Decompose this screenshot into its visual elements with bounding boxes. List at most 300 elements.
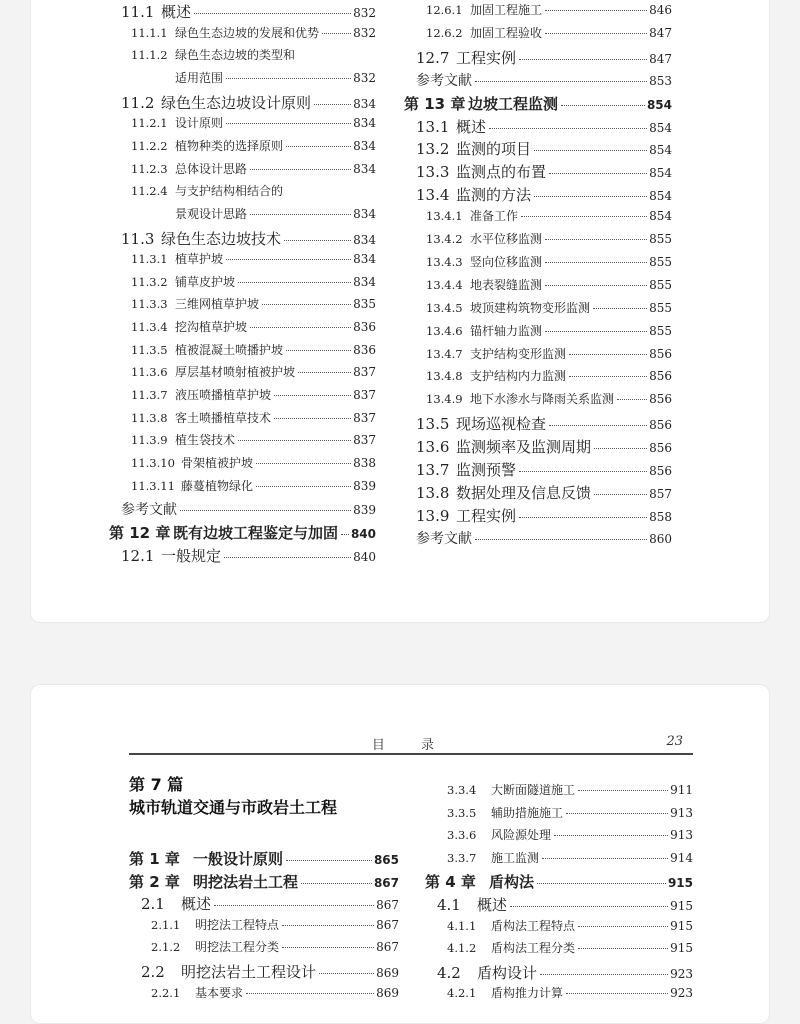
toc-dot-leader [319, 973, 374, 974]
toc-entry-number: 3.3.5 [447, 805, 477, 820]
toc-dot-leader [540, 974, 668, 975]
toc-dot-leader [519, 517, 647, 518]
toc-dot-leader [226, 259, 351, 260]
toc-dot-leader [250, 169, 351, 170]
toc-dot-leader [322, 33, 351, 34]
toc-section-entry[interactable] [416, 161, 672, 182]
toc-dot-leader [593, 308, 647, 309]
toc-dot-leader [314, 104, 351, 105]
toc-dot-leader [286, 146, 351, 147]
toc-entry-title: 植生袋技术 [175, 433, 236, 448]
toc-subsection-entry[interactable] [131, 250, 376, 267]
toc-dot-leader [561, 105, 645, 106]
toc-entry-title: 工程实例 [456, 48, 517, 67]
toc-entry-title: 辅助措施施工 [491, 805, 564, 820]
toc-dot-leader [301, 883, 372, 884]
toc-entry-title: 基本要求 [195, 985, 244, 1000]
toc-subsection-entry[interactable] [131, 46, 376, 63]
toc-entry-title: 监测点的布置 [456, 163, 547, 182]
part-label: 第 7 篇 [129, 775, 184, 794]
toc-entry-page: 839 [353, 478, 376, 493]
toc-subsection-entry[interactable] [426, 253, 672, 270]
toc-dot-leader [475, 539, 647, 540]
toc-entry-number: 3.3.7 [447, 850, 477, 865]
toc-subsection-entry[interactable] [426, 345, 672, 362]
toc-section-entry[interactable] [437, 894, 693, 915]
toc-entry-number: 13.4.7 [426, 346, 463, 361]
toc-entry-title: 监测的方法 [456, 186, 532, 205]
toc-subsection-entry[interactable] [447, 849, 693, 866]
toc-entry-title: 植物种类的选择原则 [175, 138, 284, 153]
toc-entry-title: 盾构法工程分类 [491, 941, 576, 956]
toc-entry-number: 11.1.1 [131, 25, 168, 40]
toc-subsection-entry[interactable] [151, 916, 399, 933]
toc-subsection-entry[interactable] [426, 207, 672, 224]
toc-entry-page: 867 [376, 917, 399, 932]
toc-dot-leader [578, 790, 668, 791]
toc-entry-number: 11.1.2 [131, 48, 168, 63]
toc-entry-title: 风险源处理 [491, 828, 552, 843]
toc-entry-number: 13.6 [416, 438, 450, 457]
toc-entry-title: 液压喷播植草护坡 [175, 388, 272, 403]
toc-entry-page: 915 [670, 941, 693, 956]
toc-entry-page: 837 [353, 433, 376, 448]
toc-chapter-entry[interactable] [129, 871, 399, 892]
toc-section-entry[interactable] [121, 1, 376, 22]
toc-entry-title: 一般设计原则 [193, 850, 284, 868]
toc-entry-number: 13.1 [416, 117, 450, 136]
toc-entry-title: 监测的项目 [456, 140, 532, 159]
toc-subsection-entry[interactable] [426, 390, 672, 407]
toc-dot-leader [238, 440, 351, 441]
toc-entry-title: 一般规定 [161, 546, 222, 565]
toc-dot-leader [537, 883, 666, 884]
toc-entry-number: 11.2.3 [131, 161, 168, 176]
toc-entry-page: 856 [649, 464, 672, 478]
toc-entry-page: 834 [353, 232, 376, 247]
toc-entry-title: 植被混凝土喷播护坡 [175, 342, 284, 357]
toc-entry-number: 13.4.4 [426, 277, 463, 292]
toc-entry-number: 2.1.2 [151, 940, 181, 955]
toc-entry-title: 盾构设计 [477, 963, 538, 982]
toc-dot-leader [542, 858, 668, 859]
toc-entry-title: 厚层基材喷射植被护坡 [175, 365, 296, 380]
running-head-title: 目 录 [371, 738, 451, 753]
toc-dot-leader [534, 150, 647, 151]
toc-entry-title: 景观设计思路 [175, 206, 248, 221]
toc-dot-leader [569, 354, 647, 355]
toc-entry-number: 2.2.1 [151, 985, 181, 1000]
toc-entry-number: 11.3 [121, 229, 155, 248]
toc-entry-title: 监测频率及监测周期 [456, 438, 592, 457]
toc-dot-leader [194, 13, 351, 14]
toc-entry-page: 915 [670, 899, 693, 913]
toc-section-entry[interactable] [121, 545, 376, 566]
toc-section-entry[interactable] [437, 962, 693, 983]
toc-dot-leader [545, 285, 647, 286]
toc-entry-title: 锚杆轴力监测 [470, 323, 543, 338]
toc-dot-leader [250, 214, 351, 215]
toc-entry-title: 明挖法岩土工程设计 [181, 963, 317, 981]
toc-dot-leader [545, 239, 647, 240]
toc-dot-leader [256, 486, 351, 487]
toc-entry-title: 施工监测 [491, 850, 540, 865]
toc-entry-number: 第 12 章 [109, 523, 171, 542]
toc-subsection-entry[interactable] [131, 114, 376, 131]
toc-entry-number: 13.4 [416, 186, 450, 205]
toc-entry-number: 第 4 章 [425, 873, 476, 892]
toc-page-lower [30, 684, 770, 1024]
toc-entry-number: 12.7 [416, 48, 450, 67]
toc-entry-page: 911 [670, 783, 693, 797]
toc-entry-title: 绿色生态边坡的类型和 [175, 48, 296, 63]
toc-entry-title: 加固工程施工 [470, 3, 543, 17]
toc-entry-number: 3.3.4 [447, 783, 477, 797]
toc-subsection-entry[interactable] [426, 1, 672, 18]
toc-entry-title: 水平位移监测 [470, 232, 543, 246]
toc-dot-leader [286, 860, 372, 861]
toc-entry-number: 11.3.10 [131, 456, 175, 470]
toc-entry-title: 盾构法工程特点 [491, 918, 576, 933]
toc-dot-leader [284, 240, 351, 241]
toc-entry-number: 11.3.6 [131, 365, 168, 380]
toc-entry-number: 4.2 [437, 963, 461, 982]
toc-entry-title: 总体设计思路 [175, 161, 248, 176]
toc-entry-number: 11.2.4 [131, 184, 168, 199]
toc-dot-leader [545, 10, 647, 11]
toc-subsection-entry[interactable] [447, 984, 693, 1001]
toc-entry-number: 11.3.2 [131, 274, 168, 289]
toc-entry-title: 工程实例 [456, 506, 517, 525]
toc-subsection-entry[interactable] [131, 431, 376, 448]
toc-entry-number: 11.2 [121, 93, 155, 112]
toc-entry-page: 837 [353, 410, 376, 425]
toc-entry-page: 855 [649, 323, 672, 338]
toc-subsection-entry[interactable] [131, 160, 376, 177]
toc-entry-number: 4.1.1 [447, 918, 477, 933]
toc-chapter-entry[interactable] [404, 93, 672, 114]
toc-entry-page: 854 [649, 189, 672, 204]
toc-entry-title: 现场巡视检查 [456, 415, 547, 434]
toc-entry-page: 832 [353, 70, 376, 85]
toc-entry-page: 835 [353, 297, 376, 312]
toc-entry-number: 13.4.5 [426, 300, 463, 315]
toc-section-entry[interactable] [121, 228, 376, 249]
toc-entry-page: 836 [353, 342, 376, 357]
toc-entry-page: 856 [649, 418, 672, 433]
part-title: 城市轨道交通与市政岩土工程 [129, 798, 338, 817]
toc-entry-page: 834 [353, 161, 376, 176]
toc-dot-leader [545, 262, 647, 263]
toc-entry-title: 与支护结构相结合的 [175, 184, 284, 199]
toc-entry-title: 支护结构内力监测 [470, 369, 567, 384]
toc-dot-leader [226, 78, 351, 79]
toc-dot-leader [534, 196, 647, 197]
toc-entry-title: 明挖法工程分类 [195, 940, 280, 955]
toc-entry-title: 藤蔓植物绿化 [181, 478, 254, 493]
toc-entry-number: 11.3.1 [131, 252, 168, 267]
toc-dot-leader [578, 948, 668, 949]
toc-entry-page: 854 [649, 143, 672, 158]
toc-entry-page: 834 [353, 116, 376, 131]
toc-entry-page: 837 [353, 388, 376, 403]
toc-subsection-entry[interactable] [426, 299, 672, 316]
toc-dot-leader [282, 947, 374, 948]
toc-entry-continuation[interactable] [175, 205, 376, 222]
toc-subsection-entry[interactable] [131, 363, 376, 380]
toc-entry-number: 第 2 章 [129, 872, 180, 891]
toc-section-entry[interactable] [416, 436, 672, 457]
toc-section-entry[interactable] [416, 47, 672, 68]
toc-entry-number: 13.4.3 [426, 254, 463, 269]
toc-section-entry[interactable] [416, 116, 672, 137]
toc-entry-number: 13.2 [416, 140, 450, 159]
toc-dot-leader [246, 993, 374, 994]
toc-subsection-entry[interactable] [131, 454, 376, 471]
toc-entry-number: 13.4.2 [426, 232, 463, 246]
toc-entry-page: 854 [646, 97, 672, 112]
toc-dot-leader [569, 376, 647, 377]
toc-entry-title: 大断面隧道施工 [491, 783, 576, 797]
toc-entry-number: 11.3.9 [131, 433, 168, 448]
toc-entry-title: 监测预警 [456, 461, 517, 479]
toc-entry-page: 834 [353, 206, 376, 221]
toc-entry-page: 923 [670, 986, 693, 1001]
toc-entry-number: 第 1 章 [129, 850, 180, 868]
toc-entry-number: 13.4.8 [426, 369, 463, 384]
toc-subsection-entry[interactable] [131, 341, 376, 358]
toc-entry-number: 12.6.1 [426, 3, 463, 17]
toc-entry-page: 834 [353, 274, 376, 289]
toc-entry-page: 854 [649, 166, 672, 181]
toc-entry-number: 4.1.2 [447, 941, 477, 956]
toc-entry-page: 846 [649, 3, 672, 17]
toc-section-entry[interactable] [416, 459, 672, 480]
toc-references-entry[interactable] [121, 499, 376, 519]
toc-entry-number: 13.7 [416, 461, 450, 479]
toc-entry-page: 854 [649, 209, 672, 224]
toc-subsection-entry[interactable] [151, 938, 399, 955]
toc-entry-page: 853 [649, 73, 672, 88]
toc-subsection-entry[interactable] [131, 409, 376, 426]
toc-subsection-entry[interactable] [131, 182, 376, 199]
toc-entry-number: 11.3.5 [131, 342, 168, 357]
toc-subsection-entry[interactable] [426, 24, 672, 41]
toc-entry-page: 839 [353, 503, 376, 518]
toc-entry-page: 834 [353, 96, 376, 111]
toc-section-entry[interactable] [416, 505, 672, 526]
toc-subsection-entry[interactable] [426, 322, 672, 339]
toc-entry-page: 855 [649, 300, 672, 315]
toc-dot-leader [274, 395, 351, 396]
toc-entry-title: 铺草皮护坡 [175, 274, 236, 289]
toc-subsection-entry[interactable] [131, 137, 376, 154]
toc-dot-leader [594, 448, 647, 449]
toc-entry-page: 857 [649, 486, 672, 501]
toc-subsection-entry[interactable] [447, 939, 693, 956]
toc-section-entry[interactable] [416, 482, 672, 503]
toc-entry-title: 地下水渗水与降雨关系监测 [470, 392, 615, 407]
toc-entry-number: 13.4.1 [426, 209, 463, 224]
toc-entry-title: 植草护坡 [175, 252, 224, 267]
toc-dot-leader [256, 463, 351, 464]
toc-subsection-entry[interactable] [131, 295, 376, 312]
toc-section-entry[interactable] [416, 413, 672, 434]
toc-entry-number: 13.8 [416, 483, 450, 502]
toc-entry-title: 概述 [477, 896, 508, 914]
toc-entry-title: 竖向位移监测 [470, 254, 543, 269]
toc-entry-number: 11.3.4 [131, 320, 168, 335]
toc-entry-page: 855 [649, 277, 672, 292]
toc-subsection-entry[interactable] [131, 477, 376, 494]
toc-entry-number: 4.2.1 [447, 986, 477, 1001]
toc-chapter-entry[interactable] [129, 848, 399, 869]
toc-dot-leader [214, 905, 374, 906]
toc-dot-leader [554, 835, 668, 836]
toc-entry-page: 836 [353, 320, 376, 335]
toc-entry-title: 既有边坡工程鉴定与加固 [173, 523, 339, 542]
toc-dot-leader [282, 925, 374, 926]
toc-subsection-entry[interactable] [131, 386, 376, 403]
toc-page-upper [30, 0, 770, 623]
toc-subsection-entry[interactable] [447, 917, 693, 934]
toc-entry-page: 865 [373, 853, 399, 867]
toc-entry-title: 盾构推力计算 [491, 986, 564, 1001]
toc-entry-number: 2.2 [141, 963, 165, 981]
toc-subsection-entry[interactable] [447, 781, 693, 798]
toc-entry-page: 837 [353, 365, 376, 380]
toc-entry-number: 11.3.3 [131, 297, 168, 312]
toc-entry-page: 855 [649, 232, 672, 246]
toc-dot-leader [549, 425, 647, 426]
toc-entry-number: 2.1 [141, 895, 165, 914]
toc-entry-page: 914 [670, 850, 693, 865]
toc-section-entry[interactable] [141, 961, 399, 982]
toc-dot-leader [286, 350, 351, 351]
toc-dot-leader [549, 173, 647, 174]
toc-entry-title: 坡顶建构筑物变形监测 [470, 300, 591, 315]
toc-entry-page: 832 [353, 6, 376, 20]
toc-entry-title: 设计原则 [175, 116, 224, 131]
toc-entry-page: 867 [376, 940, 399, 955]
toc-entry-title: 支护结构变形监测 [470, 346, 567, 361]
toc-entry-title: 三维网植草护坡 [175, 297, 260, 312]
toc-subsection-entry[interactable] [131, 273, 376, 290]
toc-subsection-entry[interactable] [426, 230, 672, 247]
toc-dot-leader [298, 372, 351, 373]
running-head-page-number: 23 [666, 734, 683, 749]
toc-dot-leader [519, 471, 647, 472]
toc-dot-leader [224, 557, 351, 558]
toc-subsection-entry[interactable] [426, 276, 672, 293]
toc-entry-title: 明挖法工程特点 [195, 917, 280, 932]
toc-entry-number: 13.5 [416, 415, 450, 434]
running-head [129, 731, 693, 755]
toc-entry-title: 概述 [456, 117, 487, 136]
toc-entry-number: 4.1 [437, 896, 461, 914]
toc-subsection-entry[interactable] [131, 318, 376, 335]
toc-entry-page: 838 [353, 456, 376, 470]
toc-entry-number: 11.3.8 [131, 410, 168, 425]
toc-entry-page: 913 [670, 805, 693, 820]
toc-entry-number: 13.9 [416, 506, 450, 525]
toc-dot-leader [180, 510, 351, 511]
toc-section-entry[interactable] [416, 138, 672, 159]
toc-entry-page: 860 [649, 531, 672, 546]
toc-entry-page: 834 [353, 138, 376, 153]
toc-entry-title: 数据处理及信息反馈 [456, 483, 592, 502]
toc-dot-leader [545, 331, 647, 332]
toc-section-entry[interactable] [121, 92, 376, 113]
toc-chapter-entry[interactable] [109, 522, 376, 543]
toc-entry-page: 832 [353, 25, 376, 40]
toc-chapter-entry[interactable] [425, 871, 693, 892]
toc-entry-page: 867 [376, 898, 399, 913]
toc-subsection-entry[interactable] [447, 826, 693, 843]
toc-entry-number: 13.3 [416, 163, 450, 182]
toc-entry-title: 适用范围 [175, 70, 224, 85]
toc-entry-number: 11.3.7 [131, 388, 168, 403]
toc-entry-number: 11.2.1 [131, 116, 168, 131]
toc-dot-leader [475, 81, 647, 82]
toc-entry-title: 明挖法岩土工程 [193, 872, 299, 891]
toc-entry-page: 834 [353, 252, 376, 267]
toc-dot-leader [274, 418, 351, 419]
toc-entry-number: 13.4.9 [426, 392, 463, 407]
toc-entry-page: 840 [350, 526, 376, 541]
toc-entry-page: 856 [649, 392, 672, 407]
toc-references-entry[interactable] [416, 528, 672, 548]
toc-subsection-entry[interactable] [151, 984, 399, 1001]
toc-entry-title: 加固工程验收 [470, 25, 543, 40]
toc-subsection-entry[interactable] [426, 367, 672, 384]
toc-entry-title: 挖沟植草护坡 [175, 320, 248, 335]
toc-entry-page: 869 [376, 985, 399, 1000]
toc-entry-page: 867 [373, 875, 399, 890]
toc-dot-leader [521, 216, 647, 217]
toc-entry-number: 11.1 [121, 3, 155, 21]
toc-entry-title: 概述 [161, 3, 192, 21]
toc-dot-leader [238, 282, 351, 283]
toc-section-entry[interactable] [141, 893, 399, 914]
toc-subsection-entry[interactable] [447, 804, 693, 821]
toc-dot-leader [341, 534, 349, 535]
toc-entry-title: 参考文献 [121, 502, 177, 519]
toc-dot-leader [519, 59, 647, 60]
toc-entry-number: 第 13 章 [404, 94, 466, 113]
toc-entry-title: 绿色生态边坡技术 [161, 229, 282, 248]
toc-entry-continuation[interactable] [175, 69, 376, 86]
toc-entry-page: 847 [649, 51, 672, 66]
toc-section-entry[interactable] [416, 184, 672, 205]
toc-entry-page: 923 [670, 966, 693, 981]
toc-entry-title: 参考文献 [416, 72, 472, 89]
toc-entry-page: 856 [649, 441, 672, 456]
toc-dot-leader [262, 304, 351, 305]
toc-dot-leader [250, 327, 351, 328]
toc-dot-leader [489, 128, 647, 129]
toc-dot-leader [617, 399, 647, 400]
toc-references-entry[interactable] [416, 70, 672, 90]
toc-entry-title: 概述 [181, 895, 212, 914]
toc-entry-number: 12.6.2 [426, 25, 463, 40]
toc-entry-page: 847 [649, 25, 672, 40]
toc-dot-leader [566, 813, 668, 814]
toc-subsection-entry[interactable] [131, 24, 376, 41]
toc-entry-page: 855 [649, 254, 672, 269]
toc-dot-leader [510, 906, 668, 907]
toc-entry-number: 2.1.1 [151, 917, 181, 932]
